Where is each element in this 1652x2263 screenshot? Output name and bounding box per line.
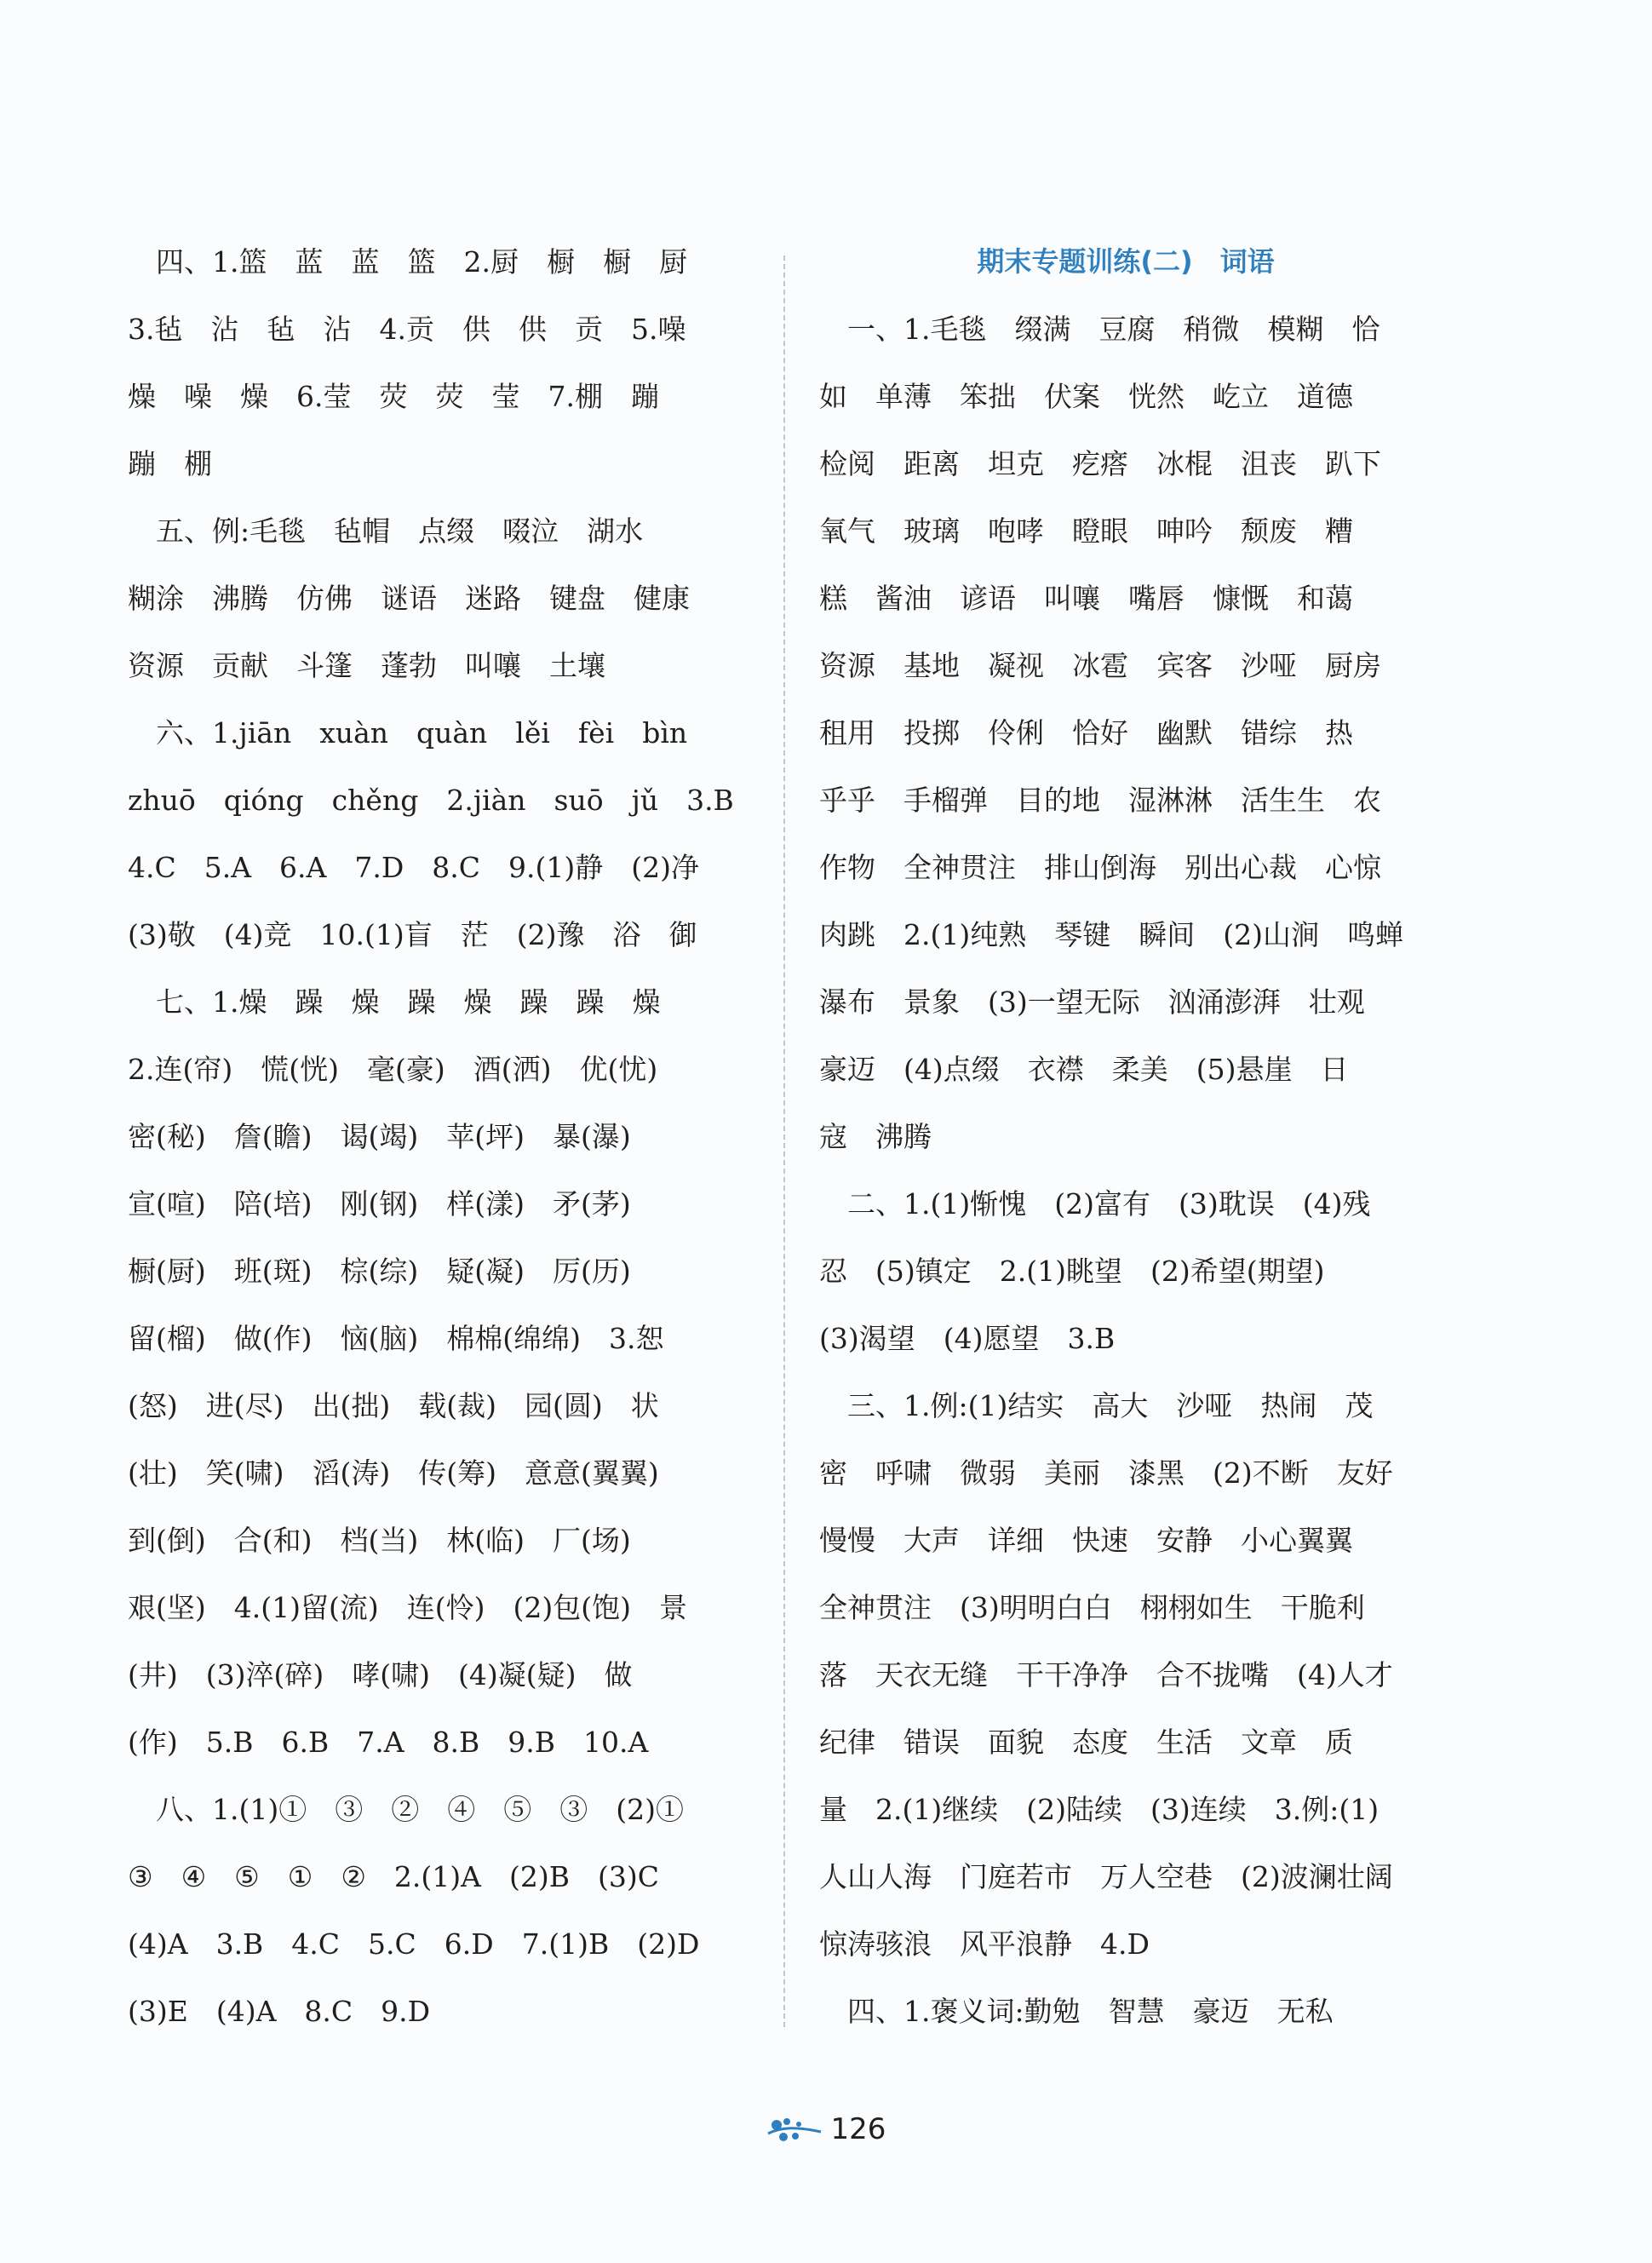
answer-line: 慢慢 大声 详细 快速 安静 小心翼翼 [819,1524,1353,1557]
answer-line: 3.毡 沾 毡 沾 4.贡 供 供 贡 5.噪 [128,313,686,346]
answer-line: 密 呼啸 微弱 美丽 漆黑 (2)不断 友好 [819,1456,1393,1490]
answer-line: (作) 5.B 6.B 7.A 8.B 9.B 10.A [128,1726,649,1759]
answer-line: 艰(坚) 4.(1)留(流) 连(怜) (2)包(饱) 景 [128,1591,687,1624]
answer-line: 糕 酱油 谚语 叫嚷 嘴唇 慷慨 和蔼 [819,582,1353,615]
answer-line: 四、1.篮 蓝 蓝 篮 2.厨 橱 橱 厨 [156,245,687,279]
answer-line: 检阅 距离 坦克 疙瘩 冰棍 沮丧 趴下 [819,447,1381,480]
page-number: 126 [830,2112,886,2146]
answer-line: 纪律 错误 面貌 态度 生活 文章 质 [819,1726,1353,1759]
right-answer-column [819,228,1432,2045]
answer-line: 忍 (5)镇定 2.(1)眺望 (2)希望(期望) [819,1255,1325,1288]
answer-line: 量 2.(1)继续 (2)陆续 (3)连续 3.例:(1) [819,1793,1380,1826]
answer-line: 豪迈 (4)点缀 衣襟 柔美 (5)悬崖 日 [819,1053,1349,1086]
answer-line: 2.连(帘) 慌(恍) 毫(豪) 酒(洒) 优(忧) [128,1053,658,1086]
answer-line: 资源 基地 凝视 冰雹 宾客 沙哑 厨房 [819,649,1381,682]
answer-line: 宣(喧) 陪(培) 刚(钢) 样(漾) 矛(茅) [128,1187,631,1221]
answer-line: 密(秘) 詹(瞻) 谒(竭) 苹(坪) 暴(瀑) [128,1120,631,1153]
page-footer [0,2104,1652,2155]
answer-line: (壮) 笑(啸) 滔(涛) 传(筹) 意意(翼翼) [128,1456,659,1490]
answer-line: 四、1.褒义词:勤勉 智慧 豪迈 无私 [847,1995,1334,2028]
floral-ornament-icon [766,2115,823,2144]
answer-line: 糊涂 沸腾 仿佛 谜语 迷路 键盘 健康 [128,582,690,615]
answer-line: 三、1.例:(1)结实 高大 沙哑 热闹 茂 [847,1389,1374,1422]
answer-line: (4)A 3.B 4.C 5.C 6.D 7.(1)B (2)D [128,1927,700,1961]
answer-line: 惊涛骇浪 风平浪静 4.D [819,1927,1150,1961]
answer-line: 五、例:毛毯 毡帽 点缀 啜泣 湖水 [156,514,644,548]
answer-line: 全神贯注 (3)明明白白 栩栩如生 干脆利 [819,1591,1365,1624]
answer-line: (3)渴望 (4)愿望 3.B [819,1322,1116,1355]
answer-line: (井) (3)淬(碎) 哮(啸) (4)凝(疑) 做 [128,1658,633,1692]
answer-line: (怒) 进(尽) 出(拙) 载(裁) 园(圆) 状 [128,1389,659,1422]
answer-line: 4.C 5.A 6.A 7.D 8.C 9.(1)静 (2)净 [128,851,700,884]
answer-line: 落 天衣无缝 干干净净 合不拢嘴 (4)人才 [819,1658,1393,1692]
answer-line: (3)E (4)A 8.C 9.D [128,1995,431,2028]
answer-line: ③ ④ ⑤ ① ② 2.(1)A (2)B (3)C [128,1860,659,1893]
answer-line: 橱(厨) 班(斑) 棕(综) 疑(凝) 厉(历) [128,1255,631,1288]
section-title: 期末专题训练(二) 词语 [977,245,1275,278]
answer-line: 氧气 玻璃 咆哮 瞪眼 呻吟 颓废 糟 [819,514,1353,548]
column-divider [783,256,785,2027]
answer-line: 燥 噪 燥 6.莹 荧 荧 莹 7.棚 蹦 [128,380,659,413]
answer-line: 六、1.jiān xuàn quàn lěi fèi bìn [156,716,688,750]
answer-line: 留(榴) 做(作) 恼(脑) 棉棉(绵绵) 3.恕 [128,1322,664,1355]
answer-line: 租用 投掷 伶俐 恰好 幽默 错综 热 [819,716,1353,750]
answer-line: 肉跳 2.(1)纯熟 琴键 瞬间 (2)山涧 鸣蝉 [819,918,1403,951]
left-answer-column [128,228,749,2045]
answer-line: 寇 沸腾 [819,1120,932,1153]
answer-line: 资源 贡献 斗篷 蓬勃 叫嚷 土壤 [128,649,605,682]
answer-line: 八、1.(1)① ③ ② ④ ⑤ ③ (2)① [156,1793,684,1826]
answer-line: 作物 全神贯注 排山倒海 别出心裁 心惊 [819,851,1381,884]
answer-line: 到(倒) 合(和) 档(当) 林(临) 厂(场) [128,1524,631,1557]
answer-line: 一、1.毛毯 缀满 豆腐 稍微 模糊 恰 [847,313,1380,346]
answer-line: 瀑布 景象 (3)一望无际 汹涌澎湃 壮观 [819,985,1365,1019]
answer-line: (3)敬 (4)竞 10.(1)盲 茫 (2)豫 浴 御 [128,918,697,951]
answer-line: 二、1.(1)惭愧 (2)富有 (3)耽误 (4)残 [847,1187,1371,1221]
answer-line: 七、1.燥 躁 燥 躁 燥 躁 躁 燥 [156,985,661,1019]
answer-line: 乎乎 手榴弹 目的地 湿淋淋 活生生 农 [819,784,1381,817]
answer-line: 如 单薄 笨拙 伏案 恍然 屹立 道德 [819,380,1353,413]
answer-line: 人山人海 门庭若市 万人空巷 (2)波澜壮阔 [819,1860,1393,1893]
answer-line: 蹦 棚 [128,447,212,480]
answer-line: zhuō qióng chěng 2.jiàn suō jǔ 3.B [128,784,734,817]
